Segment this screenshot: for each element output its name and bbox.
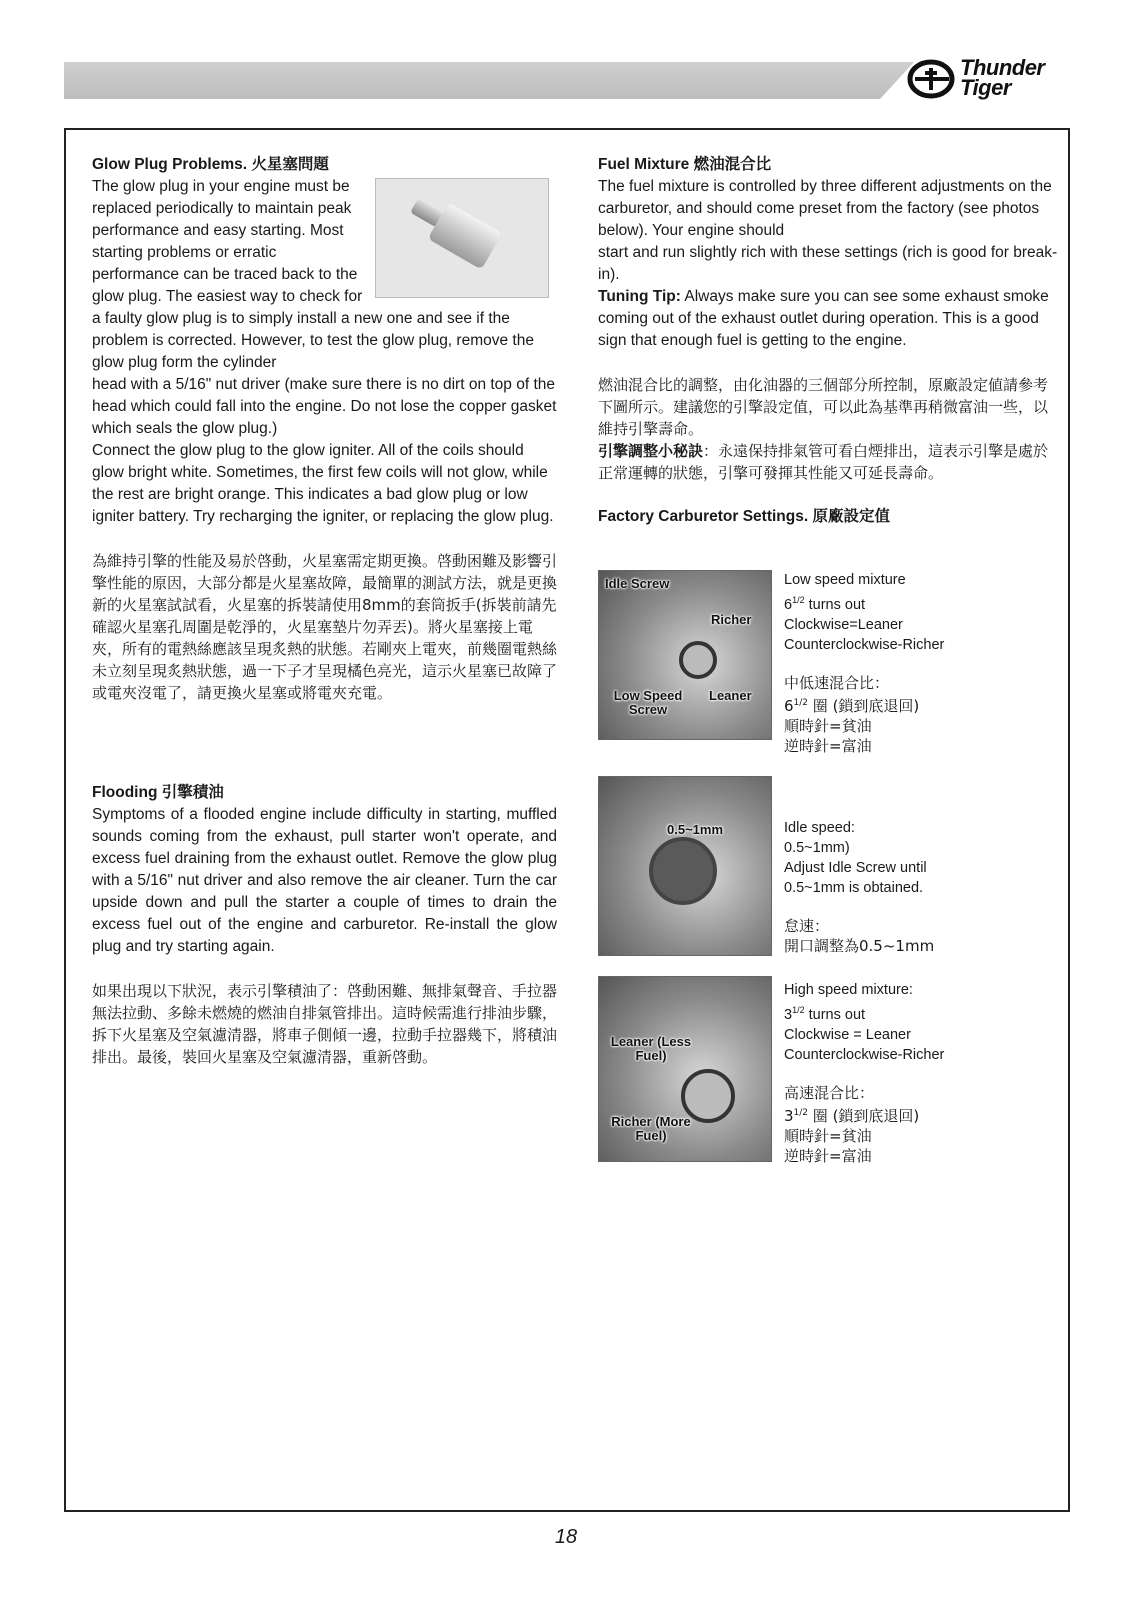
- low-speed-line-1: Low speed mixture: [784, 572, 906, 588]
- richer-label: Richer: [711, 612, 752, 627]
- left-column: [92, 154, 557, 1068]
- low-speed-zh-3: 順時針=貧油: [784, 716, 872, 735]
- idle-gap-photo: [598, 776, 772, 956]
- low-speed-photo: [598, 570, 772, 740]
- page-number: 18: [554, 1526, 578, 1548]
- logo-line-1: Thunder: [960, 55, 1045, 80]
- leaner-less-fuel-label: Leaner (Less Fuel): [610, 1034, 692, 1063]
- tuning-tip: [598, 286, 1058, 352]
- tuning-tip-zh: [598, 440, 1058, 484]
- idle-zh-1: 怠速：: [784, 917, 830, 935]
- logo-line-2: Tiger: [960, 75, 1011, 100]
- glow-plug-text-1: The glow plug in your engine must be replaced periodically to maintain peak performance and easy starting. Most starting problems or erratic performance can be traced back to the glow plug. The easiest way to check for a faulty glow plug is to simply install a new one and see if the problem is corrected. However, to test the glow plug, remove the glow plug form the cylinder: [92, 178, 534, 371]
- idle-line-4: 0.5~1mm is obtained.: [784, 880, 924, 896]
- carb-bore: [649, 837, 717, 905]
- glow-plug-heading: Glow Plug Problems. 火星塞問題: [92, 156, 329, 173]
- fuel-mixture-text-2: start and run slightly rich with these settings (rich is good for break-in).: [598, 244, 1058, 283]
- low-speed-zh-2: $6^{1/2}$ 圈 (鎖到底退回): [784, 696, 920, 715]
- glow-plug-text-zh: 為維持引擎的性能及易於啓動，火星塞需定期更換。啓動困難及影響引擎性能的原因，大部分都是火星塞故障，最簡單的測試方法，就是更換新的火星塞試試看，火星塞的拆裝請使用8mm的套筒扳手(拆裝前請先確認火星塞孔周圍是乾淨的，火星塞墊片勿弄丟)。將火星塞接上電夾，所有的電熱絲應該呈現炙熱的狀態。若剛夾上電夾，前幾圈電熱絲未立刻呈現炙熱狀態，過一下子才呈現橘色亮光，這示火星塞已故障了或電夾沒電了，請更換火星塞或將電夾充電。: [92, 552, 558, 702]
- idle-screw-label: Idle Screw: [605, 576, 670, 591]
- glow-plug-text-2: head with a 5/16" nut driver (make sure there is no dirt on top of the head which could fall into the engine. Do not lose the copper gasket which seals the glow plug.): [92, 376, 557, 437]
- idle-settings: [784, 818, 1054, 956]
- idle-line-2: 0.5~1mm): [784, 840, 850, 856]
- low-speed-settings: [784, 570, 1054, 756]
- high-speed-line-1: High speed mixture:: [784, 982, 913, 998]
- leaner-label: Leaner: [709, 688, 752, 703]
- tuning-tip-text: Always make sure you can see some exhaust smoke coming out of the exhaust outlet during operation. This is a good sign that enough fuel is getting to the engine.: [598, 288, 1049, 349]
- fuel-mixture-text-1: The fuel mixture is controlled by three different adjustments on the carburetor, and should come preset from the factory (see photos below). Your engine should: [598, 178, 1052, 239]
- high-speed-line-3: Clockwise = Leaner: [784, 1026, 911, 1043]
- low-speed-line-2: $6^{1/2}$ turns out: [784, 595, 866, 613]
- high-speed-zh-2: $3^{1/2}$ 圈 (鎖到底退回): [784, 1106, 920, 1125]
- low-speed-line-3: Clockwise=Leaner: [784, 616, 903, 633]
- low-speed-line-4: Counterclockwise-Richer: [784, 636, 945, 653]
- flooding-text-zh: 如果出現以下狀況，表示引擎積油了：啓動困難、無排氣聲音、手拉器無法拉動、多餘未燃燒的燃油自排氣管排出。這時候需進行排油步驟，拆下火星塞及空氣濾清器，將車子側傾一邊，拉動手拉器幾下，將積油排出。最後，裝回火星塞及空氣濾清器，重新啓動。: [92, 982, 558, 1066]
- flooding-heading: Flooding 引擎積油: [92, 784, 224, 801]
- high-speed-zh-3: 順時針=貧油: [784, 1126, 872, 1145]
- plane-icon: [905, 56, 957, 102]
- fuel-mixture-heading: Fuel Mixture 燃油混合比: [598, 156, 772, 173]
- flooding-text: Symptoms of a flooded engine include difficulty in starting, muffled sounds coming from the exhaust, pull starter won't operate, and excess fuel draining from the exhaust outlet. Remove the glow plug with a 5/16" nut driver and also remove the air cleaner. Turn the car upside down and pull the starter a couple of times to drain the excess fuel out of the engine and carburetor. Re-install the glow plug and try starting again.: [92, 806, 557, 955]
- gap-label: 0.5~1mm: [667, 822, 724, 837]
- low-speed-screw-knob: [679, 641, 717, 679]
- idle-zh-2: 開口調整為0.5~1mm: [784, 937, 935, 955]
- thunder-tiger-logo: [905, 56, 1075, 102]
- high-speed-photo: [598, 976, 772, 1162]
- richer-more-fuel-label: Richer (More Fuel): [611, 1114, 691, 1143]
- idle-line-1: Idle speed:: [784, 820, 855, 836]
- factory-settings-heading: Factory Carburetor Settings. 原廠設定值: [598, 508, 890, 525]
- glow-plug-text-3: Connect the glow plug to the glow igniter. All of the coils should glow bright white. Sometimes, the first few coils will not glow, while the rest are bright orange. This indicates a bad glow plug or low igniter battery. Try recharging the igniter, or replacing the glow plug.: [92, 442, 554, 525]
- high-speed-settings: [784, 980, 1054, 1166]
- right-column: [598, 154, 1058, 528]
- low-speed-screw-label: Low Speed Screw: [613, 688, 683, 717]
- glow-plug-photo: [375, 178, 549, 298]
- tuning-tip-zh-text: ：永遠保持排氣管可看白煙排出，這表示引擎是處於正常運轉的狀態，引擎可發揮其性能又可延長壽命。: [598, 442, 1049, 482]
- high-speed-line-2: $3^{1/2}$ turns out: [784, 1005, 866, 1023]
- low-speed-zh-1: 中低速混合比：: [784, 673, 890, 692]
- high-speed-line-4: Counterclockwise-Richer: [784, 1046, 945, 1063]
- idle-line-3: Adjust Idle Screw until: [784, 860, 927, 876]
- high-speed-zh-1: 高速混合比：: [784, 1083, 875, 1102]
- low-speed-zh-4: 逆時針=富油: [784, 736, 872, 755]
- tuning-tip-zh-label: 引擎調整小秘訣: [598, 442, 704, 460]
- high-speed-zh-4: 逆時針=富油: [784, 1146, 872, 1165]
- header-bar: [64, 62, 914, 99]
- fuel-mixture-text-zh: 燃油混合比的調整，由化油器的三個部分所控制，原廠設定値請參考下圖所示。建議您的引擎設定值，可以此為基準再稍微富油一些，以維持引擎壽命。: [598, 376, 1049, 438]
- tuning-tip-label: Tuning Tip:: [598, 288, 681, 305]
